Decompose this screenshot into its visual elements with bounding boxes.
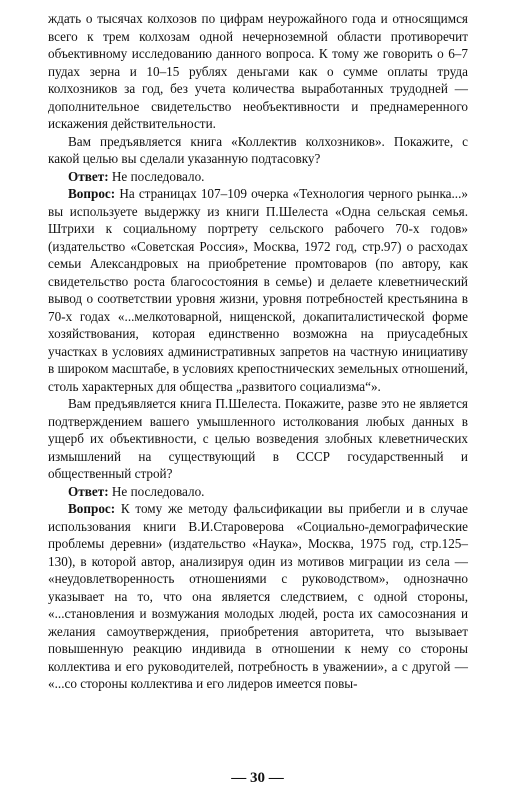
paragraph-1-body: ждать о тысячах колхозов по цифрам неурожайного года и относящимся всего к трем колхозам одной нечерноземной области противоречит объективному исследованию данного вопроса. К тому же говорить о 6–7 пудах зерна и 10–15 рублях деньгами как о сумме оплаты труда колхозников за год, без учета количества выработанных трудодней — дополнительное свидетельство необъективности и преднамеренного искажения действительности. — [48, 11, 468, 131]
paragraph-3-body: Не последовало. — [108, 168, 205, 184]
paragraph-5 — [48, 395, 468, 483]
text-column — [48, 10, 468, 693]
paragraph-4-body: На страницах 107–109 очерка «Технология черного рынка...» вы используете выдержку из книги П.Шелеста «Одна сельская семья. Штрихи к социальному портрету сельского рабочего 70-х годов» (издательство «Советская Россия», Москва, 1972 год, стр.97) о расходах семьи Александровых на приобретение промтоваров (по автору, как свидетельство роста благосостояния в семье) и делаете клеветнический вывод о соответствии уровня жизни, уровня потребностей крестьянина в 70-х годах «...мелкотоварной, нищенской, докапиталистической форме хозяйствования, которая единственно возможна на приусадебных участках в условиях административных запретов на частную инициативу в широком масштабе, в условиях крепостнических земельных отношений, столь характерных для общества „развитого социализма“». — [48, 186, 468, 394]
paragraph-1 — [48, 10, 468, 133]
paragraph-4 — [48, 185, 468, 395]
page-number: — 30 — — [231, 770, 284, 786]
paragraph-7 — [48, 500, 468, 693]
paragraph-2 — [48, 133, 468, 168]
question-label: Вопрос: — [68, 501, 116, 516]
paragraph-2-body: Вам предъявляется книга «Коллектив колхозников». Покажите, с какой целью вы сделали указанную подтасовку? — [48, 133, 468, 166]
paragraph-6 — [48, 483, 468, 501]
answer-label: Ответ: — [68, 168, 109, 184]
question-label: Вопрос: — [68, 186, 116, 201]
paragraph-3 — [48, 168, 468, 186]
paragraph-5-body: Вам предъявляется книга П.Шелеста. Покажите, разве это не является подтверждением вашего умышленного истолкования любых данных в ущерб их объективности, с целью возведения злобных клеветнических измышлений на существующий в СССР государственный и общественный строй? — [48, 396, 468, 481]
paragraph-7-body: К тому же методу фальсификации вы прибегли и в случае использования книги В.И.Староверова «Социально-демографические проблемы деревни» (издательство «Наука», Москва, 1975 год, стр.125–130), в которой автор, анализируя один из мотивов миграции из села — «неудовлетворенность отношениями с руководством», однозначно указывает на то, что она является следствием, с одной стороны, «...становления и возмужания молодых людей, роста их самосознания и желания самоутверждения, приобретения авторитета, что вызывает повышенную реакцию индивида в отношении к нему со стороны коллектива и его руководителей, потребность в уважении», а с другой — «...со стороны коллектива и его лидеров имеется повы- — [48, 501, 468, 691]
answer-label: Ответ: — [68, 483, 109, 499]
paragraph-6-body: Не последовало. — [108, 483, 205, 499]
